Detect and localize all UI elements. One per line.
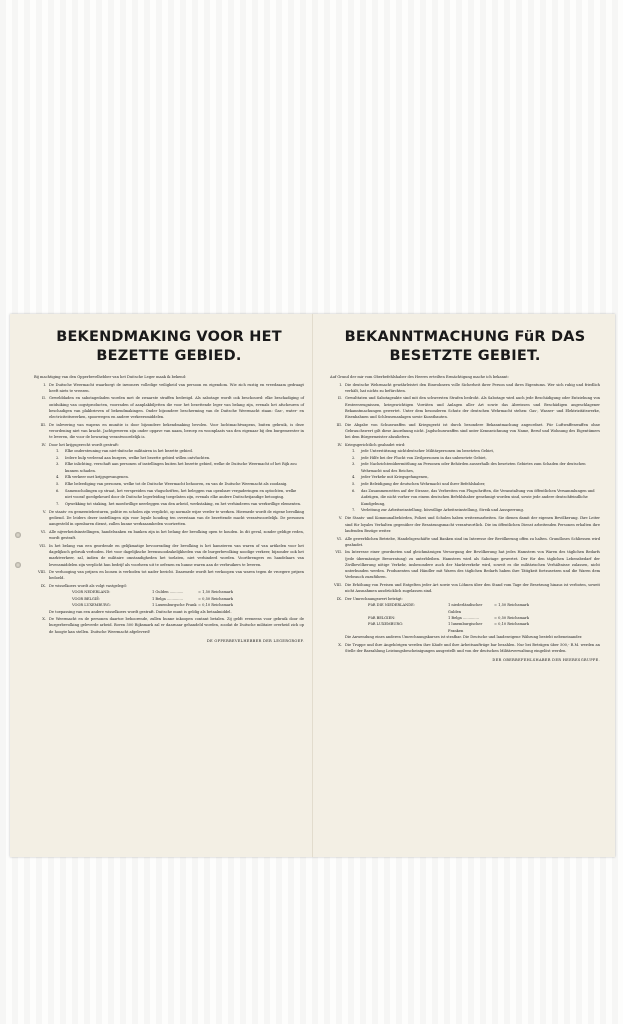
dutch-section-8: VIII. De verhooging van prijzen en loonen is verboden tot nader bericht. Daarmede wordt het verkoopen van waren tegen de vroegere prijzen bedoeld. — [38, 570, 304, 581]
dutch-item: 5. Elke beleediging van personen, welke tot de Duitsche Weermacht behooren, en van de Duitsche Weermacht als zoodanig. — [56, 482, 288, 486]
german-section-1: I. Die deutsche Wehrmacht gewährleistet den Einwohnern volle Sicherheit ihrer Person und ihres Eigentums. Wer sich ruhig und friedlich verhält, hat nichts zu befürchten. — [339, 382, 600, 393]
dutch-section-2: II. Gewelddaden en sabotagedaden worden met de zwaarste straffen bedreigd. Als sabotage wordt ook beschouwd: elke beschadiging of ontduiking van oogstproducten, voorraden of aanplakbiljetten die voor het bezettende leger van belang zijn, evenals het afscheuren of beschadigen van plakbrieven of bekendmakingen. Onder bijzondere bescherming van de Duitsche Weermacht staan: Gas-, water- en electriciteitswerken, spoorwegen en andere verkeersmiddelen. — [42, 396, 304, 420]
dutch-title — [34, 328, 304, 366]
german-section-4: IV. Kriegsgerichtlich geahndet wird: — [337, 442, 406, 447]
rate-row: FüR LUXEMBURG: 1 luxemburgischer Franken = 0,10 Reichsmark — [368, 622, 529, 633]
dutch-title-line-2: BEZETTE GEBIED. — [96, 348, 242, 364]
german-intro: Auf Grund der mir vom Oberbefehlshaber des Heeres erteilten Ermächtigung mache ich bekannt: — [330, 375, 509, 379]
dutch-section-7: VII. In het belang van een geordende en gelijkmatige bevoorrading der bevolking is het hamsteren van waren of van artikelen voor het dagelijksch gebruik verboden. Het voor dagelijksche levensnoodzakelijkheden van de burgerbevolking noodige verkeer, bijzonder ook het marktverkeer, zal, indien de militaire omstandigheden het toelaten, niet verhinderd worden. Voortbrengers en handelaars van levensmiddelen zijn verplicht hun bedrijf als voorheen uit te oefenen en hunne waren aan de verbruikers te leveren. — [39, 543, 304, 567]
rate-row: VOOR LUXEMBURG: 1 Luxemburgsche Frank = 0,10 Reichsmark — [72, 603, 233, 608]
dutch-section-6: VI. Alle nijverheidsinstellingen, handelszaken en banken zijn in het belang der bevolking open te houden. In dit geval, zonder geldige reden, wordt gestraft. — [40, 529, 304, 541]
punch-hole — [15, 562, 21, 568]
dutch-exchange-rates — [34, 589, 304, 608]
dutch-column — [34, 328, 304, 644]
rate-row: VOOR BELGIË: 1 Belga .............. = 0,50 Reichsmark — [72, 596, 233, 601]
dutch-section-4: IV. Door het krijgsgerecht wordt gestraft: — [41, 442, 119, 447]
german-item: 6. das Zusammenrotten auf der Strasse, das Verbreiten von Flugschriften, die Veranstaltung von öffentlichen Versammlungen und Aufzügen, die nicht vorher von einem deutschen Befehlshaber genehmigt worden sind, sowie jede andere deutschfeindliche Kundgebung, — [352, 488, 595, 506]
german-section-8: VIII. Die Erhöhung von Preisen und Entgelten jeder Art sowie von Löhnen über den Stand vom Tage der Besetzung hinaus ist verboten, soweit nicht Ausnahmen ausdrücklich zugelassen sind. — [334, 583, 600, 594]
dutch-section-9: IX. De wisselkoers wordt als volgt vastgelegd: — [40, 584, 127, 589]
german-column — [330, 328, 600, 663]
german-section-10: X. Die Truppe und ihre Angehörigen werden ihre Käufe und ihre Arbeitsaufträge bar bezahlen. Nur bei Beträgen über 500,- R.M. werden an Stelle der Barzahlung Leistungsbescheinigungen ausgestellt und von der deutschen Militärverwaltung eingelöst werden. — [338, 642, 600, 654]
center-fold — [312, 314, 313, 857]
rate-row: VOOR NEDERLAND: 1 Gulden ............ = 1,50 Reichsmark — [72, 590, 233, 595]
german-item: 7. Verleitung zur Arbeitseinstellung, böswillige Arbeitseinstellung, Streik und Aussperrung. — [352, 508, 524, 513]
dutch-title-line-1: BEKENDMAKING VOOR HET — [56, 329, 282, 345]
dutch-item: 6. Samenscholingen op straat, het verspreiden van vlugschriften, het beleggen van openbare vergaderingen en optochten, welke niet vooraf goedgekeurd door de Duitsche legerleiding toegelaten zijn, evenals elke andere Duitschvijandige betooging. — [56, 488, 297, 500]
german-title — [330, 328, 600, 366]
german-section-2: II. Gewalttaten und Sabotageakte sind mit den schwersten Strafen bedroht. Als Sabotage wird auch jede Beschädigung oder Entziehung von Ernteerzeugnissen, kriegswichtigen Vorräten und Anlagen aller Art sowie das Abreissen und Beschädigen angeschlagener Bekanntmachungen gewertet. Unter dem besonderen Schutz der deutschen Wehrmacht stehen: Gas-, Wasser- und Elektrizitätswerke, Eisenbahnen und Schleusenanlagen sowie Kunstbauten. — [338, 396, 600, 420]
proclamation-poster — [10, 314, 615, 857]
dutch-section-10: X. De Weermacht en de personen daartoe behoorende, zullen hunne inkoopen contant betalen. Zij geldt eveneens voor gebruik door de burgerbevolking geleverde arbeid. Boven 500 Rijksmark zal er daarnaar gehandeld worden, zoodat de Duitsche militaire overheid zich op de hoogte kan stellen. Duitsche Weermacht afgeleverd! — [42, 617, 304, 634]
dutch-item: 3. Elke inlichting, verschaft aan personen of instellingen buiten het bezette gebied, welke de Duitsche Weermacht of het Rijk zou kunnen schaden. — [56, 462, 297, 473]
german-exchange-rates — [330, 602, 600, 634]
german-rates-note: Die Anwendung eines anderen Umrechnungskurses ist strafbar. Die Deutsche und landeseigene Währung besteht nebeneinander. — [345, 635, 583, 640]
german-item: 3. jede Nachrichtenübermittlung an Personen oder Behörden ausserhalb des besetzten Gebietes zum Schaden der deutschen Wehrmacht und des Reiches, — [352, 462, 586, 473]
german-section-3: III. Die Abgabe von Schusswaffen und Kriegsgerät ist durch besondere Bekanntmachung angeordnet. Für Luftwaffenwaffen ohne Gebrauchswert gilt diese Anordnung nicht. Jagdschusswaffen sind unter Kennzeichnung von Name, Beruf und Wohnung des Eigentümers bei dem Bürgermeister abzuliefern. — [336, 422, 600, 440]
german-title-line-1: BEKANNTMACHUNG FüR DAS — [344, 329, 586, 345]
dutch-section-5: V. De staats- en gemeentebesturen, politie en scholen zijn verplicht, op normale wijze verder te werken. Hiermede wordt de eigene bevolking gediend. De leiders dezer instellingen zijn voor loyale houding ten overstaan van de bezettende macht verantwoordelijk. De personen aangesteld in openbaren dienst, zullen hunne werkzaamheden voortzetten. — [42, 509, 304, 527]
dutch-rates-note: De toepassing van een andere wisselkoers wordt gestraft. Duitsche munt is geldig als betaalmiddel. — [49, 609, 232, 614]
dutch-item: 1. Elke ondersteuning van niet-duitsche militairen in het bezette gebied. — [56, 449, 193, 454]
german-item: 4. jeder Verkehr mit Kriegsgefangenen, — [352, 475, 429, 480]
german-section-9: IX. Der Umrechnungswert beträgt: — [336, 596, 403, 601]
dutch-section-1: I. De Duitsche Weermacht waarborgt de inwoners volledige veiligheid van persoon en eigendom. Wie zich rustig en vreedzaam gedraagt heeft niets te vreezen. — [43, 382, 304, 393]
punch-hole — [15, 532, 21, 538]
dutch-item: 4. Elk verkeer met krijgsgevangenen. — [56, 475, 129, 480]
dutch-item: 2. Iedere hulp verleend aan burgers, welke het bezette gebied willen ontvluchten. — [56, 455, 211, 460]
dutch-signature: DE OPPERBEVELHEBBER DER LEGERGROEP. — [206, 638, 304, 643]
dutch-item: 7. Opwekking tot staking, het moedwillige neerleggen van den arbeid, werkstaking, en het verhinderen van werkwillige elementen. — [56, 501, 302, 506]
german-item: 2. jede Hilfe bei der Flucht von Zivilpersonen in das unbesetzte Gebiet, — [352, 455, 487, 460]
german-title-line-2: BESETZTE GEBIET. — [389, 348, 541, 364]
dutch-section-3: III. De inlevering van wapens en munitie is door bijzondere bekendmaking bevolen. Voor luchtmachtwapens, buiten gebruik, is deze verordening niet van kracht. Jachtgeweren zijn onder opgave van naam, beroep en woonplaats van den eigenaar bij den burgemeester in te leveren, die voor de bewaring verantwoordelijk is. — [40, 422, 304, 440]
german-section-6: VI. Alle gewerblichen Betriebe, Handelsgeschäfte und Banken sind im Interesse der Bevölkerung offen zu halten. Grundloses Schliessen wird geahndet. — [336, 536, 600, 547]
rate-row: FüR BELGIEN: 1 Belga .............. = 0,50 Reichsmark — [368, 615, 529, 620]
german-section-7: VII. Im Interesse einer geordneten und gleichmässigen Versorgung der Bevölkerung hat jedes Hamstern von Waren des täglichen Bedarfs (jede übermässige Bevorratung) zu unterbleiben. Hamstern wird als Sabotage gewertet. Der für den täglichen Lebensbedarf der Zivilbevölkerung nötige Verkehr, insbesondere auch der Marktverkehr wird, soweit es die militärischen Verhältnisse zulassen, nicht unterbunden werden. Produzenten und Händler mit Waren des täglichen Bedarfs haben ihre Tätigkeit fortzusetzen und die Waren dem Verbrauch zuzuführen. — [335, 550, 600, 580]
german-item: 1. jede Unterstützung nichtdeutscher Militärpersonen im besetzten Gebiet, — [352, 449, 495, 454]
dutch-intro: Bij machtiging van den Opperbevelhebber van het Duitsche Leger maak ik bekend: — [34, 375, 187, 379]
german-section-5: V. Die Staats- und Kommunalbehörden, Polizei und Schulen haben weiterzuarbeiten. Sie dienen damit der eigenen Bevölkerung. Ihre Leiter sind für loyales Verhalten gegenüber der Besatzungsmacht verantwortlich. Die im öffentlichen Dienst arbeitenden Personen erhalten ihre laufenden Bezüge weiter. — [338, 516, 600, 533]
german-signature: DER OBERBEFEHLSHABER DER HEERESGRUPPE. — [492, 658, 600, 663]
rate-row: FüR DIE NIEDERLANDE: 1 niederländischer Gulden = 1,50 Reichsmark — [368, 603, 529, 614]
german-item: 5. jede Beleidigung der deutschen Wehrmacht und ihrer Befehlshaber, — [352, 482, 486, 486]
